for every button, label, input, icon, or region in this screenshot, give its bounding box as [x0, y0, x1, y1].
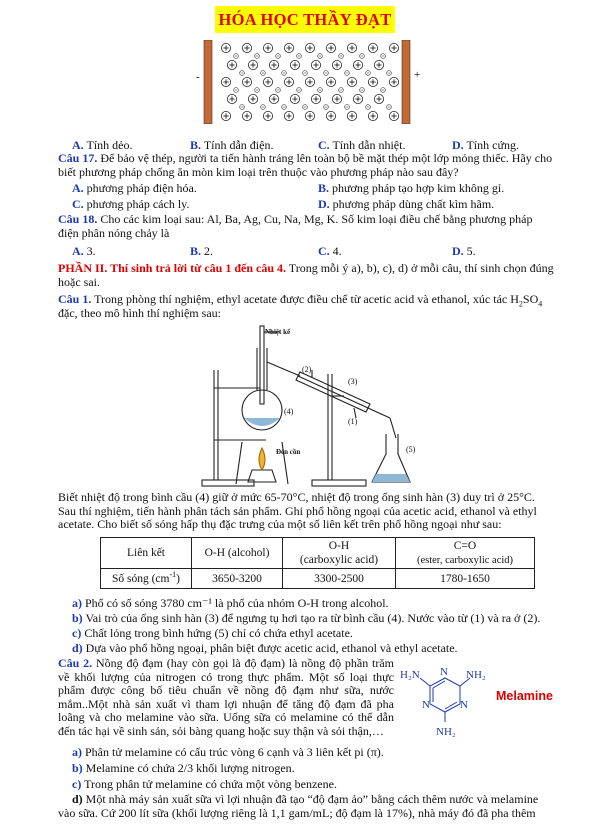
option-key: D. — [318, 197, 330, 211]
metal-cation — [311, 94, 320, 103]
apparatus-svg — [200, 322, 430, 492]
metal-cation — [389, 43, 398, 52]
label-5: (5) — [406, 445, 416, 454]
metal-cation — [269, 94, 278, 103]
question-c1 — [58, 293, 554, 320]
thermometer-label: Nhiệt kế — [265, 328, 291, 336]
subscript: 2 — [518, 299, 523, 309]
statement-text: Phổ có số sóng 3780 cm⁻¹ là phổ của nhóm O-H trong alcohol. — [85, 596, 389, 610]
free-electron — [339, 54, 344, 59]
free-electron — [324, 105, 329, 110]
statement-key: d) — [72, 641, 83, 655]
option-key: B. — [190, 244, 202, 258]
metal-cation — [311, 60, 320, 69]
free-electron — [240, 105, 245, 110]
statement-text: Chất lỏng trong bình hứng (5) chỉ có chứa ethyl acetate. — [84, 626, 353, 640]
table-header — [396, 538, 535, 569]
question-c2 — [58, 657, 394, 738]
double-bond — [433, 681, 445, 688]
metal-cation — [353, 94, 362, 103]
metal-cation — [368, 111, 377, 120]
statement-text: Một nhà máy sản xuất sữa vì lợi nhuận đã tạo “độ đạm ảo” bằng cách thêm nước và melamine vào sữa. Cứ 200 lít sữa (khối lượng riêng là 1,1 gam/mL; độ đạm là 17%), nhà máy đó đã pha thêm — [58, 792, 539, 820]
free-electron — [366, 105, 371, 110]
header-line: O-H — [328, 540, 350, 552]
q17-option-c[interactable] — [72, 197, 189, 212]
statement-key: a) — [72, 596, 82, 610]
metal-cation — [326, 111, 335, 120]
free-electron — [387, 71, 392, 76]
metal-cation — [290, 60, 299, 69]
tripod-leg — [236, 442, 242, 484]
table-row — [101, 569, 535, 589]
amine-group: NH₂ — [466, 669, 486, 681]
right-electrode — [402, 40, 410, 124]
right-stand-base — [312, 480, 366, 486]
q17-option-a[interactable] — [72, 181, 197, 196]
option-key: A. — [72, 244, 84, 258]
option-text: Tính dẫn nhiệt. — [332, 138, 406, 152]
table-cell — [101, 569, 192, 589]
metal-cation — [227, 60, 236, 69]
free-electron — [366, 71, 371, 76]
subscript: 4 — [538, 299, 543, 309]
table-header: O-H (alcohol) — [192, 538, 283, 569]
free-electron — [381, 88, 386, 93]
minus-sign: - — [196, 71, 200, 83]
label-2: (2) — [302, 365, 312, 374]
option-text: 5. — [466, 244, 476, 258]
free-electron — [318, 54, 323, 59]
statement-text: Phân tử melamine có cấu trúc vòng 6 cạnh và 3 liên kết pi (π). — [85, 745, 384, 759]
option-key: A. — [72, 138, 84, 152]
option-text: phương pháp điện hóa. — [86, 181, 197, 195]
metal-cation — [248, 94, 257, 103]
q18-option-b[interactable] — [190, 244, 213, 259]
free-electron — [387, 105, 392, 110]
free-electron — [276, 54, 281, 59]
question-text: Nồng độ đạm (hay còn gọi là độ đạm) là nồng độ phần trăm về khối lượng của nitrogen có trong thực phẩm. Một số loại thực phẩm được công bố tiêu chuẩn về nồng độ đạm như sữa, nước mắm..Một nhà sản xuất vì tham lợi nhuận để tăng độ đạm đã pha loãng và cho melamine vào sữa. Uống sữa có melamine có thể dẫn đến tác hại về sinh sản, sỏi bàng quang hoặc suy thận và sỏi thận,… — [58, 656, 395, 738]
option-key: A. — [72, 181, 84, 195]
ring-nitrogen: N — [422, 699, 430, 711]
question-label: Câu 17. — [58, 151, 98, 165]
receiver-liquid — [372, 474, 410, 482]
metal-cation — [368, 77, 377, 86]
option-text: phương pháp tạo hợp kim không gỉ. — [332, 181, 505, 195]
free-electron — [324, 71, 329, 76]
option-key: B. — [318, 181, 330, 195]
option-text: phương pháp dùng chất kìm hãm. — [332, 197, 495, 211]
c2-statement-a[interactable] — [72, 745, 384, 760]
metal-cation — [374, 94, 383, 103]
question-17 — [58, 152, 554, 179]
metal-cation — [305, 77, 314, 86]
superscript: -1 — [169, 569, 177, 579]
free-electron — [240, 71, 245, 76]
free-electron — [381, 54, 386, 59]
label-4: (4) — [284, 407, 294, 416]
metal-cation — [347, 111, 356, 120]
double-bond — [445, 702, 457, 709]
metal-cation — [326, 43, 335, 52]
cell-text: ) — [176, 572, 180, 585]
melamine-svg — [400, 662, 555, 740]
metal-cation — [347, 43, 356, 52]
triazine-ring — [430, 678, 460, 712]
metal-cation — [242, 43, 251, 52]
metal-cation — [227, 94, 236, 103]
option-key: C. — [72, 197, 84, 211]
part-heading: PHẦN II. Thí sinh trả lời từ câu 1 đến câu 4. — [58, 261, 286, 275]
metal-lattice-figure — [196, 40, 426, 124]
question-label: Câu 18. — [58, 212, 98, 226]
free-electron — [255, 54, 260, 59]
option-text: phương pháp cách ly. — [86, 197, 190, 211]
label-3: (3) — [348, 377, 358, 386]
metal-cation — [326, 77, 335, 86]
free-electron — [297, 54, 302, 59]
metal-cation — [263, 43, 272, 52]
part-text: Trong mỗi ý a), b), c), d) ở mỗi câu, thí sinh chọn đúng hoặc sai. — [58, 261, 554, 289]
c2-statement-d[interactable] — [58, 793, 554, 820]
metal-cation — [242, 77, 251, 86]
statement-text: Melamine có chứa 2/3 khối lượng nitrogen. — [85, 761, 295, 775]
option-text: Tính cứng. — [466, 138, 519, 152]
option-text: 3. — [86, 244, 96, 258]
free-electron — [255, 88, 260, 93]
option-text: 2. — [204, 244, 214, 258]
ring-nitrogen: N — [440, 666, 448, 678]
metal-cation — [368, 43, 377, 52]
free-electron — [297, 88, 302, 93]
free-electron — [318, 88, 323, 93]
q18-option-a[interactable] — [72, 244, 96, 259]
c2-statement-b[interactable] — [72, 761, 295, 776]
statement-key: c) — [72, 626, 82, 640]
free-electron — [360, 54, 365, 59]
metal-cation — [305, 111, 314, 120]
c1-statement-a[interactable] — [72, 596, 389, 611]
metal-cation — [290, 94, 299, 103]
option-key: C. — [318, 138, 330, 152]
question-text: Cho các kim loại sau: Al, Ba, Ag, Cu, Na, Mg, K. Số kim loại điều chế bằng phương pháp điện phân nóng chảy là — [58, 212, 533, 240]
free-electron — [276, 88, 281, 93]
free-electron — [282, 105, 287, 110]
burner-label: Đèn cồn — [276, 448, 301, 456]
free-electron — [360, 88, 365, 93]
option-key: B. — [190, 138, 202, 152]
free-electron — [339, 88, 344, 93]
free-electron — [261, 71, 266, 76]
statement-key: b) — [72, 761, 83, 775]
c1-statement-b[interactable] — [72, 611, 540, 626]
cell-text: Số sóng (cm — [111, 572, 170, 585]
metal-cation — [284, 111, 293, 120]
header-line: (ester, carboxylic acid) — [416, 554, 514, 566]
free-electron — [261, 105, 266, 110]
free-electron — [234, 54, 239, 59]
option-key: D. — [452, 138, 464, 152]
c1-statement-d[interactable] — [72, 641, 458, 656]
metal-cation — [284, 43, 293, 52]
distillation-apparatus-figure — [200, 322, 430, 492]
condenser-inner-tube — [298, 376, 390, 418]
statement-key: a) — [72, 745, 82, 759]
flask-liquid — [244, 418, 280, 426]
metal-cation — [263, 111, 272, 120]
metal-cation — [242, 111, 251, 120]
q18-option-d[interactable] — [452, 244, 476, 259]
label-1: (1) — [348, 417, 358, 426]
header-line: C=O — [453, 539, 477, 552]
free-electron — [234, 88, 239, 93]
question-18 — [58, 213, 554, 240]
statement-key: d) — [72, 792, 83, 806]
free-electron — [345, 71, 350, 76]
statement-text: Dựa vào phổ hồng ngoại, phân biệt được acetic acid, ethanol và ethyl acetate. — [85, 641, 458, 655]
metal-cation — [269, 60, 278, 69]
plus-sign: + — [414, 69, 421, 81]
statement-key: c) — [72, 777, 82, 791]
question-text: đặc, theo mô hình thí nghiệm sau: — [58, 305, 221, 320]
option-text: Tính dẫn điện. — [203, 138, 274, 152]
metal-cation — [284, 77, 293, 86]
flame — [259, 448, 265, 470]
melamine-structure — [400, 662, 555, 740]
side-arm — [267, 362, 300, 376]
metal-cation — [332, 94, 341, 103]
free-electron — [303, 71, 308, 76]
table-cell: 3650-3200 — [192, 569, 283, 589]
option-key: C. — [318, 244, 330, 258]
question-label: Câu 1. — [58, 292, 92, 306]
thermometer — [260, 326, 264, 404]
table-cell: 1780-1650 — [396, 569, 535, 589]
question-text: Để bảo vệ thép, người ta tiến hành tráng lên toàn bộ bề mặt thép một lớp mỏng thiếc. Hãy cho biết phương pháp chống ăn mòn kim loại trên thuộc vào phương pháp nào sau đây? — [58, 151, 553, 179]
ir-wavenumber-table — [100, 537, 535, 589]
table-cell: 3300-2500 — [283, 569, 396, 589]
metal-cation — [263, 77, 272, 86]
table-row — [101, 538, 535, 569]
page-title: HÓA HỌC THẦY ĐẠT — [215, 6, 395, 33]
free-electron — [345, 105, 350, 110]
metal-cation — [389, 111, 398, 120]
header-line: (carboxylic acid) — [299, 554, 379, 566]
metal-cation — [221, 77, 230, 86]
statement-text: Trong phân tử melamine có chứa một vòng benzene. — [84, 777, 337, 791]
metal-cation — [221, 111, 230, 120]
question-text: Trong phòng thí nghiệm, ethyl acetate được điều chế từ acetic acid và ethanol, xúc tác H — [94, 292, 519, 306]
free-electron — [282, 71, 287, 76]
c1-statement-c[interactable] — [72, 626, 353, 641]
metal-cation — [221, 43, 230, 52]
statement-key: b) — [72, 611, 83, 625]
metal-cation — [353, 60, 362, 69]
metal-cation — [374, 60, 383, 69]
ring-nitrogen: N — [460, 699, 468, 711]
free-electron — [303, 105, 308, 110]
amine-group: NH₂ — [436, 726, 456, 738]
c1-context — [58, 491, 554, 532]
table-header — [283, 538, 396, 569]
left-stand-base — [202, 480, 254, 486]
question-text: SO — [522, 292, 539, 306]
paragraph: Biết nhiệt độ trong bình cầu (4) giữ ở mức 65-70°C, nhiệt độ trong ống sinh hàn (3) duy trì ở 25°C. Sau thí nghiệm, tiến hành phân tách sản phẩm. Ghi phổ hồng ngoại của acetic acid, ethanol và ethyl acetate. Cho biết số sóng hấp thụ đặc trưng của một số liên kết trên phổ hồng ngoại như sau: — [58, 490, 537, 531]
question-label: Câu 2. — [58, 656, 93, 670]
c2-statement-c[interactable] — [72, 777, 337, 792]
option-text: 4. — [332, 244, 342, 258]
q17-option-b[interactable] — [318, 181, 504, 196]
table-header: Liên kết — [101, 538, 192, 569]
q18-option-c[interactable] — [318, 244, 342, 259]
metal-cation — [305, 43, 314, 52]
option-key: D. — [452, 244, 464, 258]
amine-group: H₂N — [400, 669, 420, 681]
statement-text: Vai trò của ống sinh hàn (3) để ngưng tụ hơi tạo ra từ bình cầu (4). Nước vào từ (1) và ra ở (2). — [85, 611, 541, 625]
part-2-instructions — [58, 262, 554, 289]
bond — [420, 678, 430, 686]
metal-lattice-svg — [196, 40, 426, 124]
melamine-label: Melamine — [496, 689, 553, 703]
metal-cation — [389, 77, 398, 86]
metal-cation — [347, 77, 356, 86]
option-text: Tính dẻo. — [86, 138, 133, 152]
metal-cation — [332, 60, 341, 69]
adapter — [390, 418, 396, 438]
metal-cation — [248, 60, 257, 69]
left-electrode — [204, 40, 212, 124]
q17-option-d[interactable] — [318, 197, 494, 212]
